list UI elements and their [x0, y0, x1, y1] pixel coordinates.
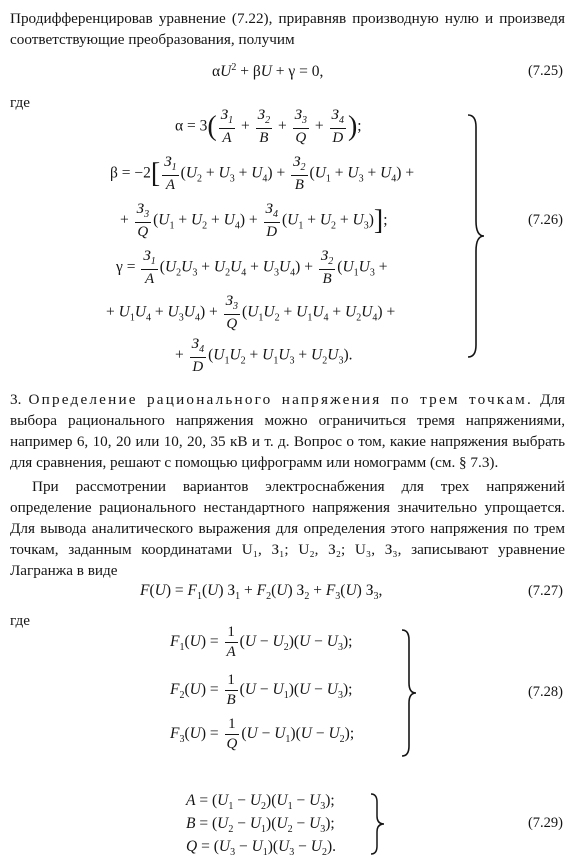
eq-number-7-25: (7.25) — [527, 63, 563, 79]
b-line: $B = (U_2 - U_1)(U_2 - U_3)$; — [186, 815, 335, 836]
beta-line-1: β = −2[ $\frac{З_1}{A}$ $(U_2 + U_3 + U_4)$ + $\frac{З_2}{B}$ $(U_1 + U_3 + U_4)$ + — [110, 154, 415, 193]
eq-number-7-28: (7.28) — [527, 684, 563, 700]
eq-number-7-29: (7.29) — [527, 815, 563, 831]
f1-line: $F_1(U)$ = $\frac{1}{A}$ $(U - U_2)(U - U_3)$; — [170, 624, 353, 660]
gamma-line-1: γ = $\frac{З_1}{A}$ $(U_2U_3 + U_2U_4 + U_3U_4)$ + $\frac{З_2}{B}$ ($U_1U_3$ + — [116, 248, 388, 287]
q-line: $Q = (U_3 - U_1)(U_3 - U_2)$. — [186, 838, 337, 859]
alpha-line: α = 3( $\frac{З_1}{A}$ + $\frac{З_2}{B}$ + $\frac{З_3}{Q}$ + $\frac{З_4}{D}$ ); — [175, 107, 362, 146]
equation-7-27: $F(U) = F_1(U) З_1 + F_2(U) З_2 + F_3(U)$ $З_3$, — [140, 582, 383, 603]
a-line: $A = (U_1 - U_2)(U_1 - U_3)$; — [186, 792, 335, 813]
equation-7-25: $\alpha U^2 + \beta U + \gamma = 0$, — [212, 62, 324, 81]
lagrange-paragraph: При рассмотрении вариантов электроснабжения для трех напряжений определение рационального нестандартного напряжения значительно упрощается. Для вывода аналитического выражения для определения этого напряжения по трем точкам, заданным координатами U₁, З₁; U₂, З₂; U₃, З₃, записывают уравнение Лагранжа в виде — [10, 478, 565, 579]
right-brace-7-28 — [398, 628, 420, 758]
f2-line: $F_2(U)$ = $\frac{1}{B}$ $(U - U_1)(U - U_3)$; — [170, 672, 353, 708]
gamma-line-3: + $\frac{З_4}{D}$ $(U_1U_2 + U_1U_3 + U_2U_3)$. — [175, 336, 353, 375]
eq-number-7-27: (7.27) — [527, 583, 563, 599]
right-brace-7-29 — [368, 792, 388, 856]
gamma-line-2: + $U_1U_4 + U_3U_4$) + $\frac{З_3}{Q}$ $(U_1U_2 + U_1U_4 + U_2U_4)$ + — [106, 293, 396, 332]
beta-line-2: + $\frac{З_3}{Q}$ $(U_1 + U_2 + U_4)$ + $\frac{З_4}{D}$ $(U_1 + U_2 + U_3)$]; — [120, 201, 388, 240]
where-label-2: где — [10, 612, 30, 629]
section-number: 3. — [10, 391, 22, 408]
section-title: Определение рационального напряжения по трем точкам. — [28, 391, 533, 408]
section-paragraph — [10, 389, 565, 473]
f3-line: $F_3(U)$ = $\frac{1}{Q}$ $(U - U_1)(U - U_2)$; — [170, 716, 355, 752]
eq-number-7-26: (7.26) — [527, 212, 563, 228]
right-brace-7-26 — [464, 113, 488, 359]
intro-paragraph: Продифференцировав уравнение (7.22), приравняв производную нулю и произведя соответствующие преобразования, получим — [10, 10, 565, 48]
section-body: Для выбора рационального напряжения можно ограничиться тремя напряжениями, например 6, 10, 20 или 10, 20, 35 кВ и т. д. Вопрос о том, какие напряжения выбрать для сравнения, решают с помощью цифрограмм или номограмм (см. § 7.3). — [10, 391, 566, 471]
where-label-1: где — [10, 94, 30, 111]
